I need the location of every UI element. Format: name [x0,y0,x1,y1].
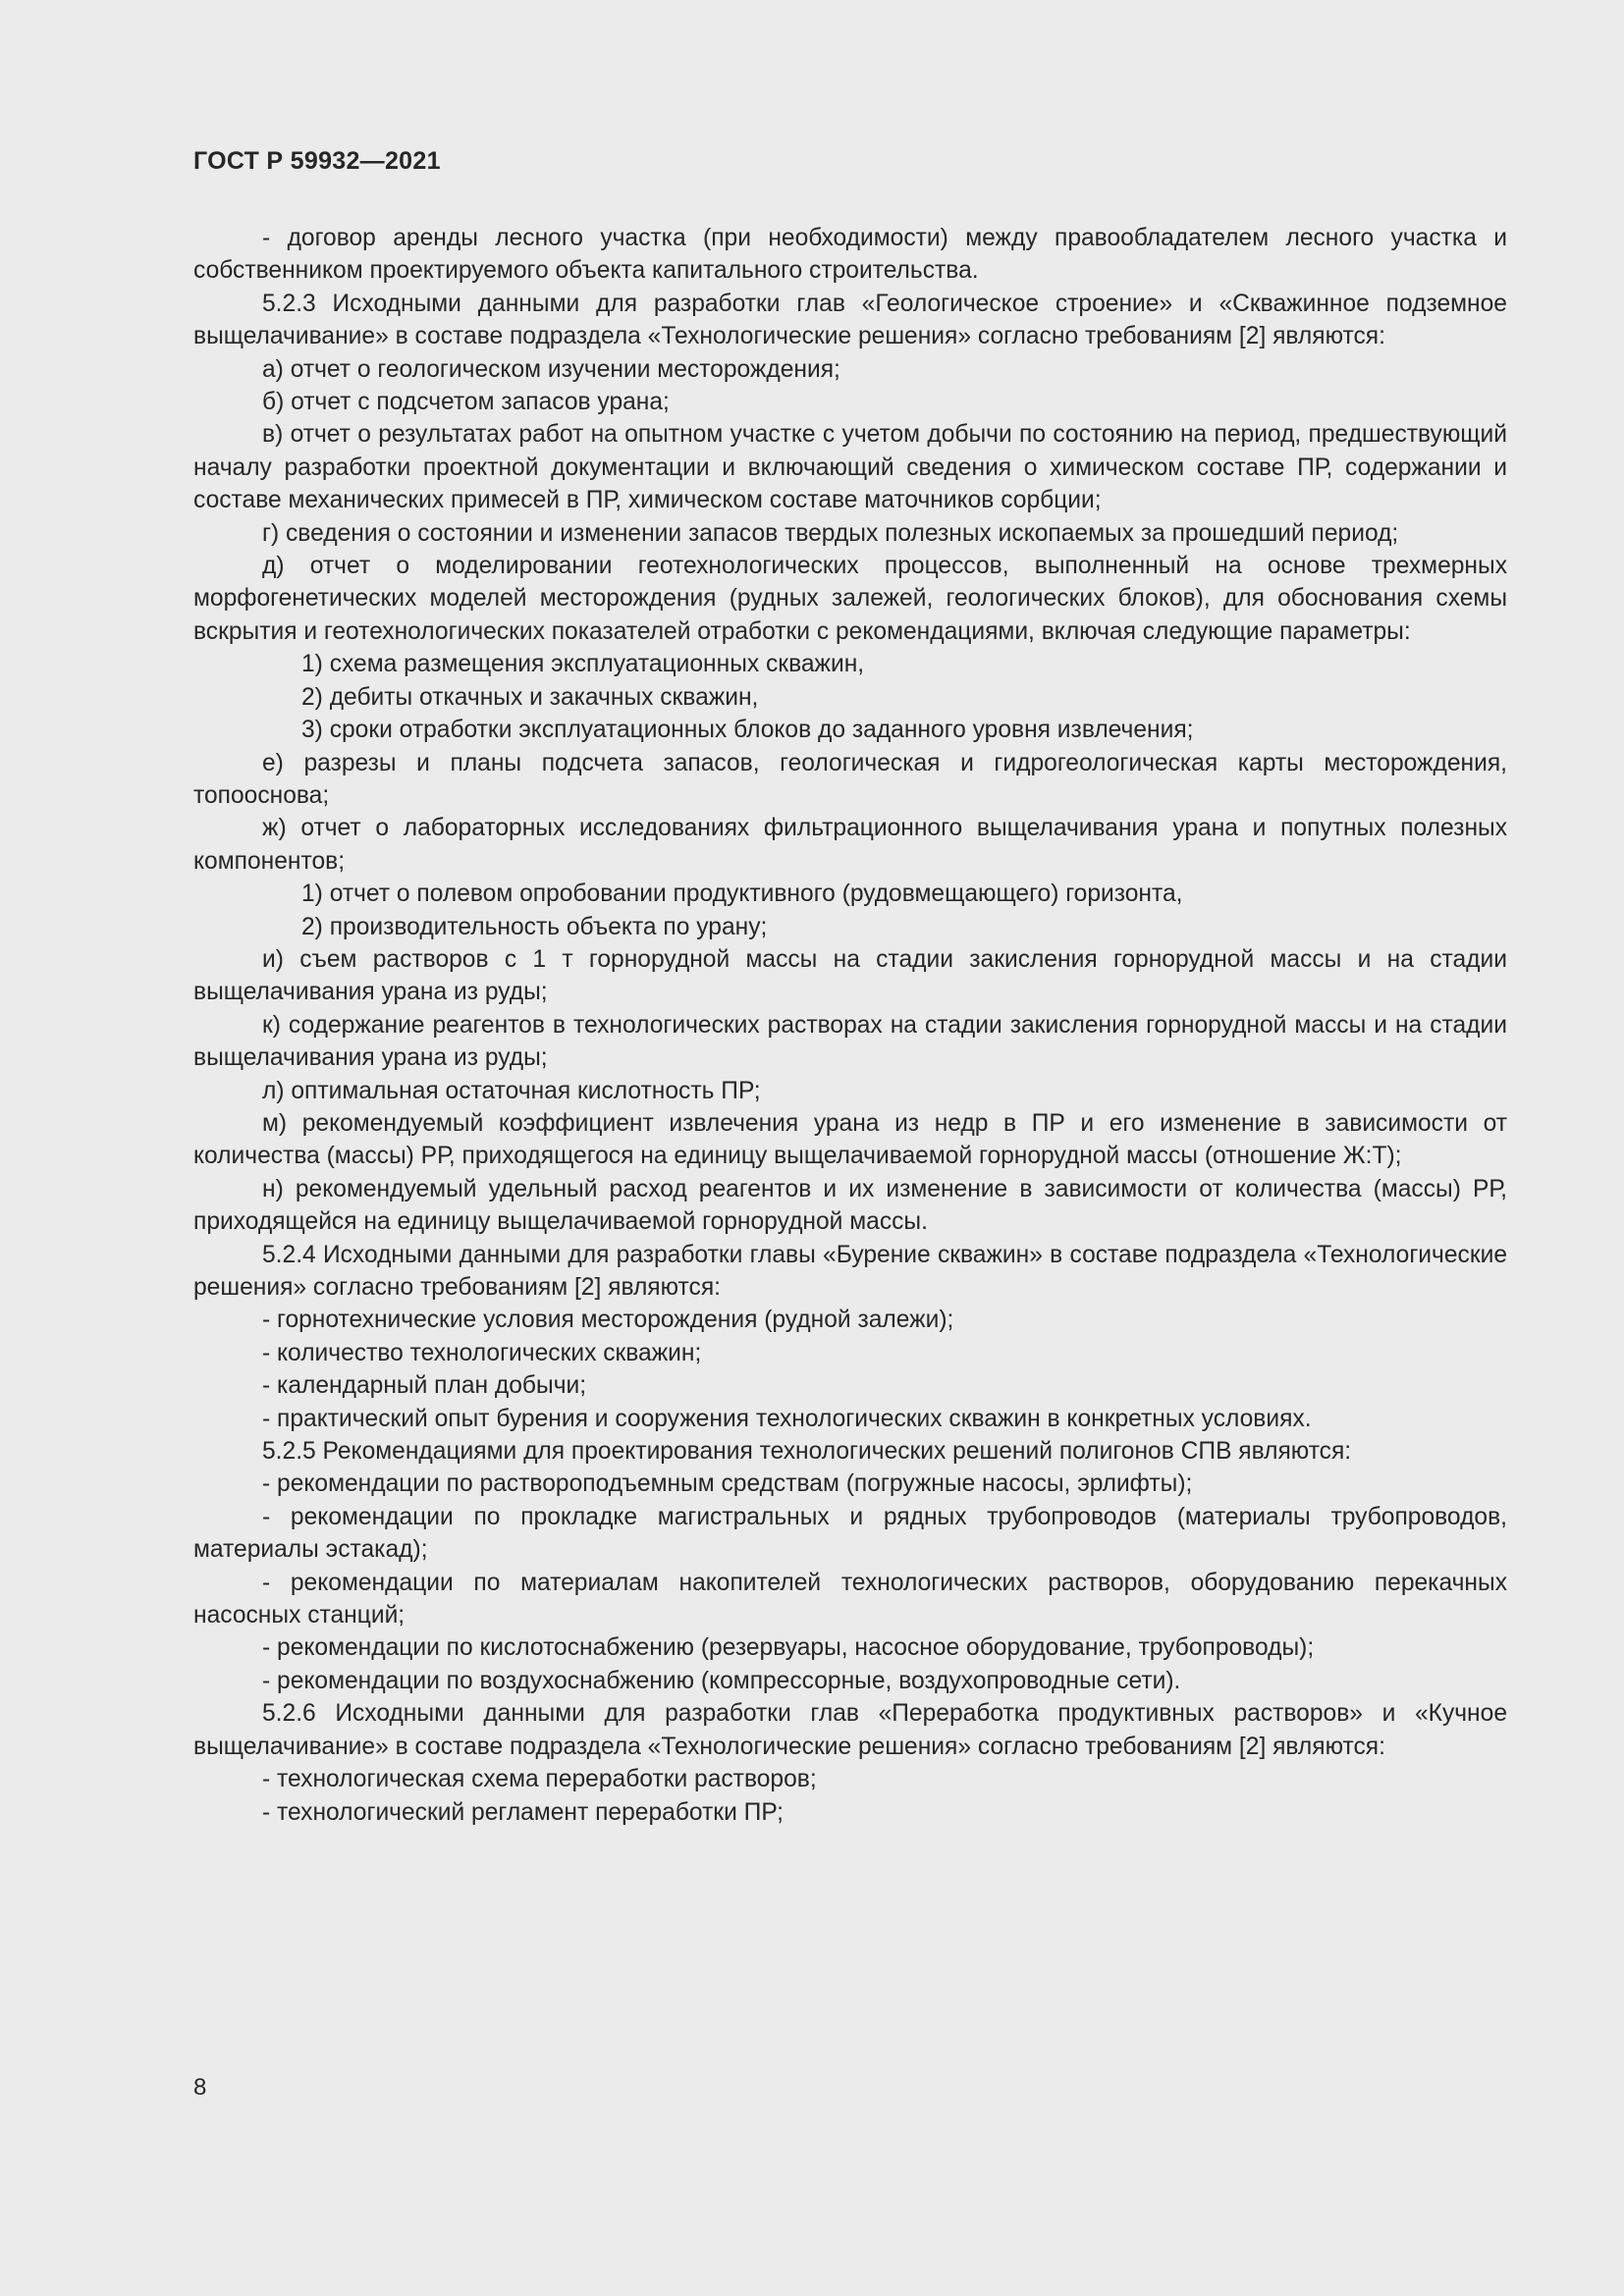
list-item: м) рекомендуемый коэффициент извлечения урана из недр в ПР и его изменение в зависимости от количества (массы) РР, приходящегося на единицу выщелачиваемой горнорудной массы (отношение Ж:Т); [193,1109,1507,1170]
page-number: 8 [193,2074,207,2101]
sub-list-item: 2) производительность объекта по урану; [301,913,768,940]
list-item: е) разрезы и планы подсчета запасов, геологическая и гидрогеологическая карты месторождения, топооснова; [193,749,1507,809]
list-item: д) отчет о моделировании геотехнологических процессов, выполненный на основе трехмерных морфогенетических моделей месторождения (рудных залежей, геологических блоков), для обоснования схемы вскрытия и геотехнологических показателей отработки с рекомендациями, включая следующие параметры: [193,553,1507,645]
list-item: - рекомендации по кислотоснабжению (резервуары, насосное оборудование, трубопроводы); [262,1634,1315,1662]
list-item: к) содержание реагентов в технологических растворах на стадии закисления горнорудной массы и на стадии выщелачивания урана из руды; [193,1011,1507,1072]
list-item: г) сведения о состоянии и изменении запасов твердых полезных ископаемых за прошедший период; [262,519,1399,547]
list-item: - практический опыт бурения и сооружения технологических скважин в конкретных условиях. [262,1405,1312,1432]
list-item: - горнотехнические условия месторождения (рудной залежи); [262,1307,954,1334]
paragraph: 5.2.5 Рекомендациями для проектирования технологических решений полигонов СПВ являются: [262,1438,1352,1466]
list-item: б) отчет с подсчетом запасов урана; [262,389,670,416]
list-item: ж) отчет о лабораторных исследованиях фильтрационного выщелачивания урана и попутных полезных компонентов; [193,815,1507,875]
list-item: - рекомендации по материалам накопителей технологических растворов, оборудованию перекачных насосных станций; [193,1569,1507,1629]
list-item: - рекомендации по прокладке магистральных и рядных трубопроводов (материалы трубопроводов, материалы эстакад); [193,1503,1507,1564]
sub-list-item: 1) схема размещения эксплуатационных скважин, [301,651,865,678]
paragraph: 5.2.6 Исходными данными для разработки глав «Переработка продуктивных растворов» и «Кучное выщелачивание» в составе подраздела «Технологические решения» согласно требованиям [2] являются: [193,1700,1507,1760]
list-item: - количество технологических скважин; [262,1339,702,1366]
document-header: ГОСТ Р 59932—2021 [193,147,441,175]
list-item: - календарный план добычи; [262,1372,587,1400]
list-item: л) оптимальная остаточная кислотность ПР; [262,1077,761,1104]
list-item: в) отчет о результатах работ на опытном участке с учетом добычи по состоянию на период, предшествующий началу разработки проектной документации и включающий сведения о химическом составе ПР, содержании и составе механических примесей в ПР, химическом составе маточников сорбции; [193,421,1507,514]
sub-list-item: 3) сроки отработки эксплуатационных блоков до заданного уровня извлечения; [301,717,1194,744]
sub-list-item: 1) отчет о полевом опробовании продуктивного (рудовмещающего) горизонта, [301,881,1183,908]
paragraph: - договор аренды лесного участка (при необходимости) между правообладателем лесного участка и собственником проектируемого объекта капитального строительства. [193,225,1507,285]
list-item: - технологическая схема переработки растворов; [262,1766,817,1793]
list-item: н) рекомендуемый удельный расход реагентов и их изменение в зависимости от количества (массы) РР, приходящейся на единицу выщелачиваемой горнорудной массы. [193,1175,1507,1236]
list-item: - рекомендации по раствороподъемным средствам (погружные насосы, эрлифты); [262,1470,1193,1498]
list-item: - рекомендации по воздухоснабжению (компрессорные, воздухопроводные сети). [262,1667,1181,1694]
paragraph: 5.2.4 Исходными данными для разработки главы «Бурение скважин» в составе подраздела «Технологические решения» согласно требованиям [2] являются: [193,1241,1507,1301]
list-item: - технологический регламент переработки ПР; [262,1798,785,1826]
paragraph: 5.2.3 Исходными данными для разработки глав «Геологическое строение» и «Скважинное подземное выщелачивание» в составе подраздела «Технологические решения» согласно требованиям [2] являются: [193,290,1507,350]
list-item: а) отчет о геологическом изучении месторождения; [262,355,840,383]
document-body [193,222,1507,1829]
sub-list-item: 2) дебиты откачных и закачных скважин, [301,683,759,711]
list-item: и) съем растворов с 1 т горнорудной массы на стадии закисления горнорудной массы и на стадии выщелачивания урана из руды; [193,945,1507,1006]
